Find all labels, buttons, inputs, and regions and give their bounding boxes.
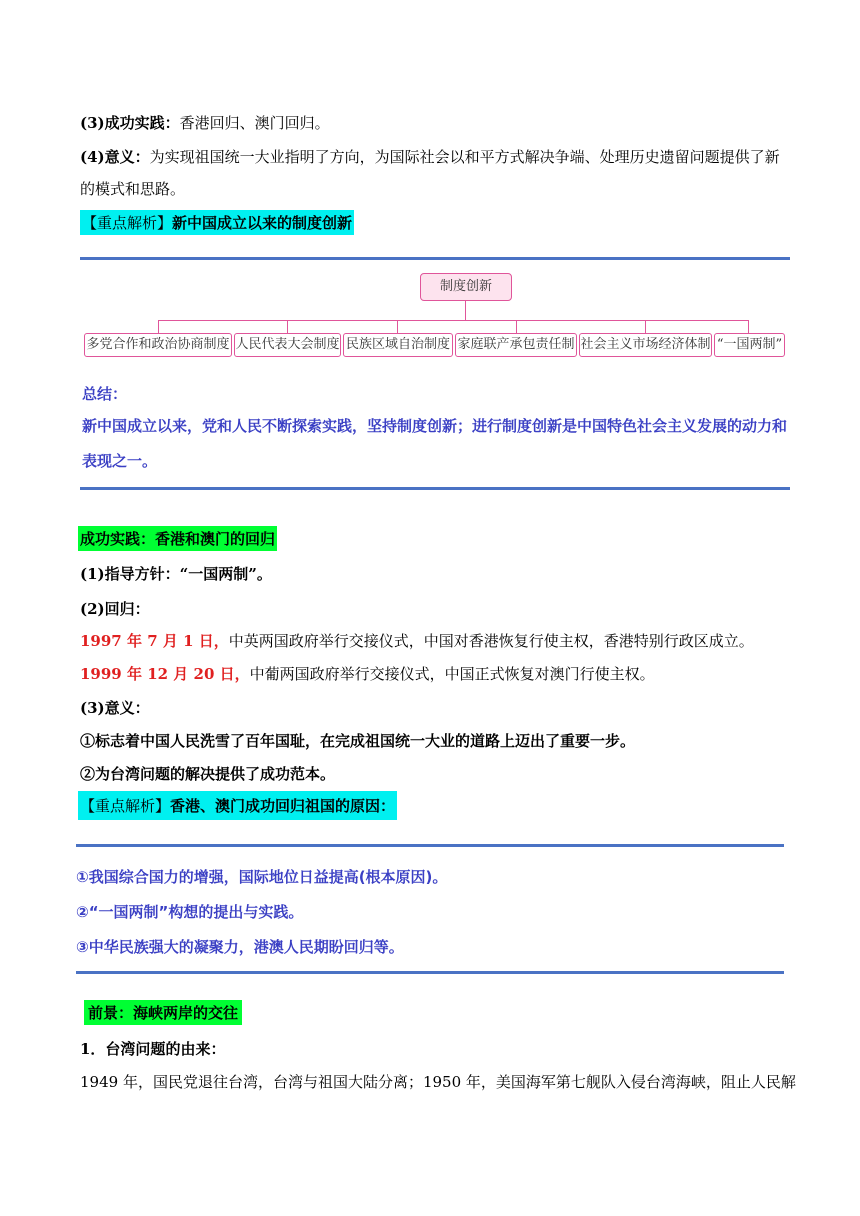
reason-item: ①我国综合国力的增强，国际地位日益提高(根本原因)。: [76, 868, 448, 886]
guiding-principle: (1)指导方针：“一国两制”。: [80, 565, 272, 583]
item-4-text: 为实现祖国统一大业指明了方向，为国际社会以和平方式解决争端、处理历史遗留问题提供了新: [149, 148, 780, 166]
significance-item: ②为台湾问题的解决提供了成功范本。: [80, 765, 336, 783]
item-3-line: [80, 112, 330, 133]
significance-heading: (3)意义：: [80, 699, 150, 717]
item-3-label: (3)成功实践：: [80, 114, 180, 132]
diagram-connector: [397, 320, 398, 333]
divider-rule: [80, 487, 790, 490]
diagram-node: 民族区域自治制度: [343, 333, 453, 357]
reason-item: ③中华民族强大的凝聚力，港澳人民期盼回归等。: [76, 938, 404, 956]
taiwan-origin-heading: 1．台湾问题的由来：: [80, 1040, 226, 1058]
diagram-connector: [516, 320, 517, 333]
divider-rule: [76, 971, 784, 974]
reason-item: ②“一国两制”构想的提出与实践。: [76, 903, 304, 921]
diagram-node: 家庭联产承包责任制: [455, 333, 577, 357]
divider-rule: [76, 844, 784, 847]
section-heading-prospect: 前景：海峡两岸的交往: [84, 1000, 242, 1025]
key-point-bracket: 【重点解析】: [80, 797, 171, 815]
key-point-bracket: 【重点解析】: [82, 214, 173, 232]
diagram-node: 社会主义市场经济体制: [579, 333, 712, 357]
diagram-connector: [158, 320, 159, 333]
diagram-node: 人民代表大会制度: [234, 333, 341, 357]
event-macau: 中葡两国政府举行交接仪式，中国正式恢复对澳门行使主权。: [249, 665, 655, 683]
key-point-heading-1: [80, 210, 354, 235]
summary-text-continued: 表现之一。: [82, 452, 158, 470]
diagram-connector: [158, 320, 748, 321]
summary-label: 总结：: [82, 385, 128, 403]
key-point-title: 新中国成立以来的制度创新: [172, 214, 353, 232]
key-point-heading-2: [78, 791, 397, 820]
date-macau: 1999 年 12 月 20 日，: [80, 665, 250, 683]
diagram-connector: [748, 320, 749, 333]
item-4-text-continued: 的模式和思路。: [80, 180, 186, 198]
significance-item: ①标志着中国人民洗雪了百年国耻，在完成祖国统一大业的道路上迈出了重要一步。: [80, 732, 636, 750]
section-heading-success: 成功实践：香港和澳门的回归: [78, 526, 277, 551]
hong-kong-return: [80, 630, 754, 651]
item-3-text: 香港回归、澳门回归。: [179, 114, 330, 132]
item-4-line: [80, 146, 780, 167]
key-point-title: 香港、澳门成功回归祖国的原因：: [170, 797, 396, 815]
diagram-node: “一国两制”: [714, 333, 785, 357]
event-hong-kong: 中英两国政府举行交接仪式，中国对香港恢复行使主权，香港特别行政区成立。: [228, 632, 754, 650]
diagram-connector: [287, 320, 288, 333]
diagram-node: 多党合作和政治协商制度: [84, 333, 232, 357]
diagram-connector: [465, 300, 466, 320]
return-heading: (2)回归：: [80, 600, 150, 618]
taiwan-origin-text: 1949 年，国民党退往台湾，台湾与祖国大陆分离；1950 年，美国海军第七舰队入侵台湾海峡，阻止人民解: [80, 1073, 796, 1091]
diagram-connector: [645, 320, 646, 333]
divider-rule: [80, 257, 790, 260]
item-4-label: (4)意义：: [80, 148, 150, 166]
diagram-root-node: 制度创新: [420, 273, 512, 301]
date-hong-kong: 1997 年 7 月 1 日，: [80, 632, 229, 650]
summary-text: 新中国成立以来，党和人民不断探索实践，坚持制度创新；进行制度创新是中国特色社会主义发展的动力和: [82, 417, 788, 435]
macau-return: [80, 663, 655, 684]
